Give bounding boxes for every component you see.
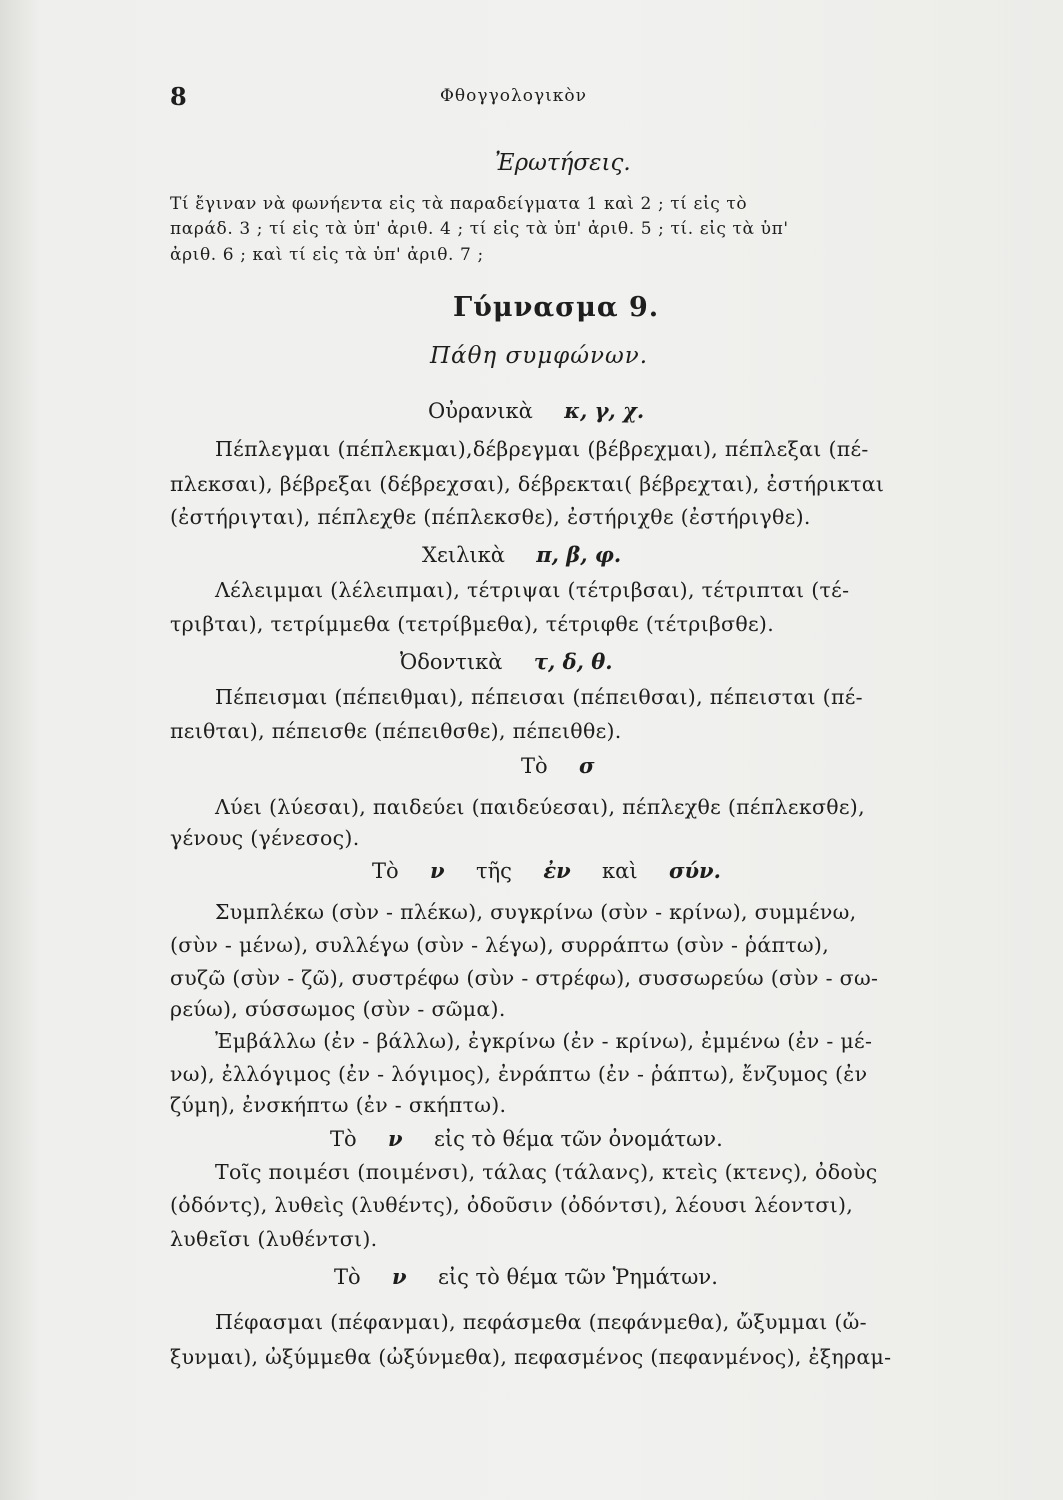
question-line: Τί ἔγιναν νὰ φωνήεντα εἰς τὰ παραδείγματα 1 καὶ 2 ; τί εἰς τὸ xyxy=(170,194,748,214)
section-heading-nu-nouns xyxy=(330,1126,723,1151)
body-line: ρεύω), σύσσωμος (σὺν - σῶμα). xyxy=(170,997,506,1021)
section-heading-cheilika xyxy=(422,542,621,567)
body-line: πειθται), πέπεισθε (πέπειθσθε), πέπειθθε). xyxy=(170,719,622,743)
section-letter: ν xyxy=(430,858,445,883)
body-line: πλεκσαι), βέβρεξαι (δέβρεχσαι), δέβρεκται( βέβρεχται), ἐστήρικται xyxy=(170,472,885,496)
body-line: γένους (γένεσος). xyxy=(170,826,360,850)
section-heading-label: τῆς xyxy=(475,859,512,883)
body-line: (ἐστήριγται), πέπλεχθε (πέπλεκσθε), ἐστήριχθε (ἐστήριγθε). xyxy=(170,505,811,529)
body-line: Συμπλέκω (σὺν - πλέκω), συγκρίνω (σὺν - κρίνω), συμμένω, xyxy=(215,900,857,924)
body-line: (σὺν - μένω), συλλέγω (σὺν - λέγω), συρράπτω (σὺν - ῥάπτω), xyxy=(170,933,830,957)
section-heading-label: Τὸ xyxy=(330,1127,357,1151)
body-line: Πέπεισμαι (πέπειθμαι), πέπεισαι (πέπειθσαι), πέπεισται (πέ- xyxy=(215,685,863,709)
exercise-title: Γύμνασμα 9. xyxy=(453,292,660,323)
section-letters: κ, γ, χ. xyxy=(564,398,645,423)
section-heading-label: Χειλικὰ xyxy=(422,543,505,567)
section-heading-sigma xyxy=(521,753,595,778)
section-heading-nu-verbs xyxy=(334,1264,718,1289)
section-heading-nu xyxy=(372,858,721,883)
section-heading-label: Τὸ xyxy=(334,1265,361,1289)
section-heading-label: καὶ xyxy=(602,859,638,883)
section-heading-label: Τὸ xyxy=(521,754,548,778)
section-heading-label: εἰς τὸ θέμα τῶν ὀνομάτων. xyxy=(433,1127,723,1151)
section-letters: σ xyxy=(579,753,595,778)
body-line: Λύει (λύεσαι), παιδεύει (παιδεύεσαι), πέπλεχθε (πέπλεκσθε), xyxy=(215,795,865,819)
body-line: Πέπλεγμαι (πέπλεκμαι),δέβρεγμαι (βέβρεχμαι), πέπλεξαι (πέ- xyxy=(215,437,869,461)
running-title: Φθογγολογικὸν xyxy=(440,86,587,106)
question-line: παράδ. 3 ; τί εἰς τὰ ὑπ' ἀριθ. 4 ; τί εἰς τὰ ὑπ' ἀριθ. 5 ; τί. εἰς τὰ ὑπ' xyxy=(170,219,789,239)
body-line: λυθεῖσι (λυθέντσι). xyxy=(170,1227,378,1251)
body-line: Τοῖς ποιμέσι (ποιμένσι), τάλας (τάλανς), κτεὶς (κτενς), ὀδοὺς xyxy=(215,1160,878,1184)
body-line: Πέφασμαι (πέφανμαι), πεφάσμεθα (πεφάνμεθα), ὤξυμμαι (ὤ- xyxy=(215,1310,867,1334)
body-line: νω), ἐλλόγιμος (ἐν - λόγιμος), ἐνράπτω (ἐν - ῥάπτω), ἔνζυμος (ἐν xyxy=(170,1062,868,1086)
page-number: 8 xyxy=(170,82,187,111)
section-heading-odontika xyxy=(400,649,613,674)
body-line: ζύμη), ἐνσκήπτω (ἐν - σκήπτω). xyxy=(170,1093,507,1117)
section-letter: ν xyxy=(388,1126,403,1151)
question-line: ἀριθ. 6 ; καὶ τί εἰς τὰ ὑπ' ἀριθ. 7 ; xyxy=(170,245,484,265)
section-heading-label: Τὸ xyxy=(372,859,399,883)
section-word: σύν. xyxy=(668,858,721,883)
section-letters: π, β, φ. xyxy=(536,542,622,567)
exercise-subtitle: Πάθη συμφώνων. xyxy=(430,343,649,369)
body-line: συζῶ (σὺν - ζῶ), συστρέφω (σὺν - στρέφω), συσσωρεύω (σὺν - σω- xyxy=(170,966,879,990)
section-word: ἐν xyxy=(543,858,571,883)
section-letters: τ, δ, θ. xyxy=(533,649,613,674)
section-heading-label: Οὐρανικὰ xyxy=(428,399,533,423)
body-line: Ἐμβάλλω (ἐν - βάλλω), ἐγκρίνω (ἐν - κρίνω), ἐμμένω (ἐν - μέ- xyxy=(215,1029,873,1053)
section-letter: ν xyxy=(392,1264,407,1289)
section-heading-ouranika xyxy=(428,398,644,423)
body-line: (ὀδόντς), λυθεὶς (λυθέντς), ὀδοῦσιν (ὀδόντσι), λέουσι λέοντσι), xyxy=(170,1193,854,1217)
body-line: τριβται), τετρίμμεθα (τετρίβμεθα), τέτριφθε (τέτριβσθε). xyxy=(170,612,775,636)
section-heading-label: Ὀδοντικὰ xyxy=(400,650,503,674)
body-line: Λέλειμμαι (λέλειπμαι), τέτριψαι (τέτριβσαι), τέτριπται (τέ- xyxy=(215,578,850,602)
body-line: ξυνμαι), ὠξύμμεθα (ὠξύνμεθα), πεφασμένος (πεφανμένος), ἐξηραμ- xyxy=(170,1345,892,1369)
questions-title: Ἐρωτήσεις. xyxy=(495,150,631,176)
section-heading-label: εἰς τὸ θέμα τῶν Ῥημάτων. xyxy=(437,1265,718,1289)
